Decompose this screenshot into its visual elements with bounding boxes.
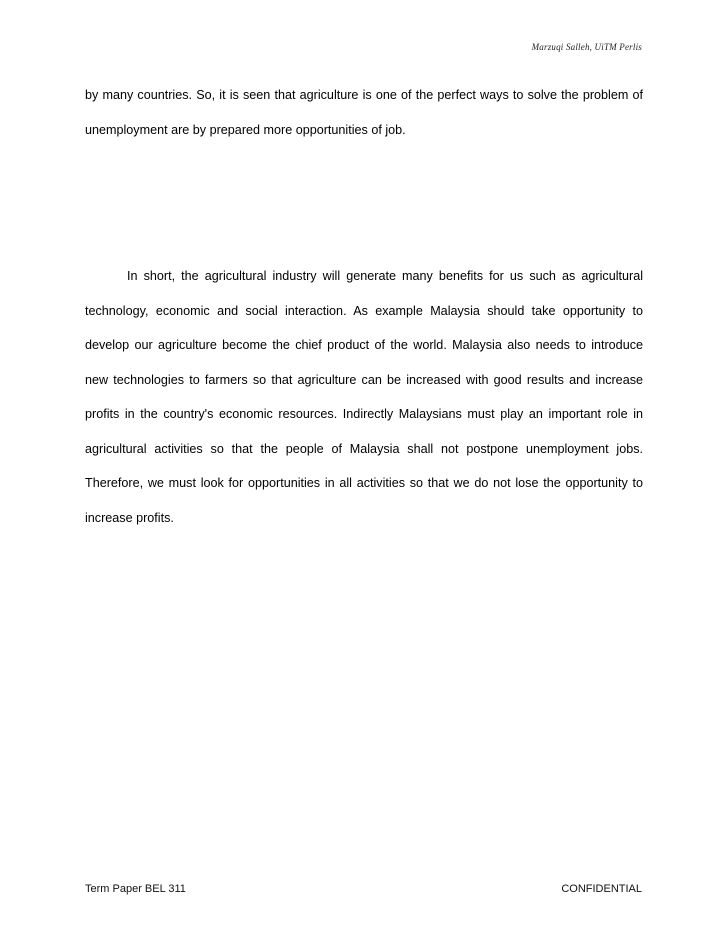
- footer-course: Term Paper BEL 311: [85, 883, 186, 895]
- paragraph-2: [85, 259, 643, 535]
- paragraph-1: by many countries. So, it is seen that agriculture is one of the perfect ways to solve the problem of unemployment are by prepared more opportunities of job.: [85, 88, 643, 137]
- paragraph-2-text: In short, the agricultural industry will generate many benefits for us such as agricultural technology, economic and social interaction. As example Malaysia should take opportunity to develop our agriculture become the chief product of the world. Malaysia also needs to introduce new technologies to farmers so that agriculture can be increased with good results and increase profits in the country's economic resources. Indirectly Malaysians must play an important role in agricultural activities so that the people of Malaysia shall not postpone unemployment jobs. Therefore, we must look for opportunities in all activities so that we do not lose the opportunity to increase profits.: [85, 269, 643, 525]
- footer-confidential: CONFIDENTIAL: [561, 883, 642, 895]
- header-author: Marzuqi Salleh, UiTM Perlis: [531, 42, 642, 52]
